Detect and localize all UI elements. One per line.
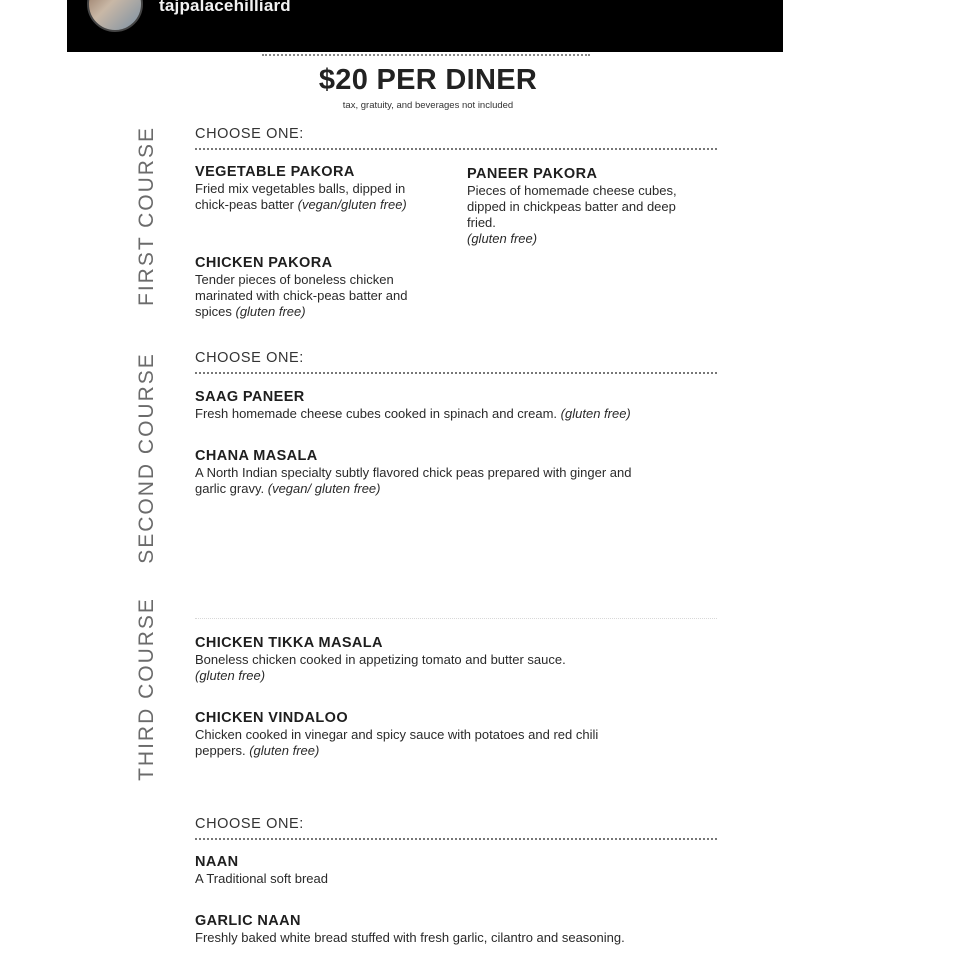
first-course-divider <box>195 148 717 150</box>
first-course-label: FIRST COURSE <box>135 126 158 306</box>
price-fine-print: tax, gratuity, and beverages not included <box>342 100 514 111</box>
menu-item-description: A Traditional soft bread <box>195 871 328 886</box>
menu-item-naan <box>195 853 595 887</box>
menu-item-description: A North Indian specialty subtly flavored chick peas prepared with ginger and garlic gravy. (vegan/ gluten free) <box>195 465 632 496</box>
diet-note: (gluten free) <box>467 231 538 246</box>
menu-item-description: Fried mix vegetables balls, dipped in chick-peas batter (vegan/gluten free) <box>195 181 407 212</box>
post-header-bar <box>67 0 783 52</box>
menu-item-garlic-naan <box>195 912 735 946</box>
third-course-divider <box>195 618 717 619</box>
menu-item-name: PANEER PAKORA <box>467 166 598 182</box>
menu-item-chicken-vindaloo <box>195 709 625 759</box>
bread-divider <box>195 838 717 840</box>
menu-item-chicken-tikka-masala <box>195 634 645 684</box>
diet-note: (gluten free) <box>249 743 320 758</box>
menu-item-name: CHICKEN TIKKA MASALA <box>195 635 383 651</box>
menu-item-chana-masala <box>195 447 645 497</box>
diet-note: (vegan/gluten free) <box>297 197 407 212</box>
bread-choose-heading: CHOOSE ONE: <box>195 816 304 832</box>
account-username[interactable]: tajpalacehilliard <box>159 0 291 15</box>
menu-item-name: CHICKEN VINDALOO <box>195 710 349 726</box>
menu-item-name: VEGETABLE PAKORA <box>195 164 355 180</box>
menu-item-name: GARLIC NAAN <box>195 913 301 929</box>
diet-note: (gluten free) <box>235 304 306 319</box>
diet-note: (gluten free) <box>560 406 631 421</box>
menu-item-name: NAAN <box>195 854 239 870</box>
menu-item-description: Freshly baked white bread stuffed with fresh garlic, cilantro and seasoning. <box>195 930 625 945</box>
menu-item-paneer-pakora <box>467 165 707 247</box>
menu-item-saag-paneer <box>195 388 725 422</box>
second-course-divider <box>195 372 717 374</box>
menu-item-chicken-pakora <box>195 254 435 320</box>
menu-item-name: CHICKEN PAKORA <box>195 255 333 271</box>
price-title: $20 PER DINER <box>318 64 538 96</box>
menu-item-name: SAAG PANEER <box>195 389 305 405</box>
menu-item-description: Pieces of homemade cheese cubes, dipped in chickpeas batter and deep fried. (gluten free) <box>467 183 677 246</box>
menu-item-description: Chicken cooked in vinegar and spicy sauce with potatoes and red chili peppers. (gluten free) <box>195 727 599 758</box>
diet-note: (gluten free) <box>195 668 266 683</box>
menu-item-name: CHANA MASALA <box>195 448 318 464</box>
second-course-choose-heading: CHOOSE ONE: <box>195 350 304 366</box>
menu-item-description: Boneless chicken cooked in appetizing tomato and butter sauce. (gluten free) <box>195 652 566 683</box>
second-course-label: SECOND COURSE <box>135 352 158 564</box>
top-divider <box>262 54 590 56</box>
menu-item-vegetable-pakora <box>195 163 435 213</box>
menu-item-description: Fresh homemade cheese cubes cooked in spinach and cream. (gluten free) <box>195 406 631 421</box>
first-course-choose-heading: CHOOSE ONE: <box>195 126 304 142</box>
diet-note: (vegan/ gluten free) <box>267 481 381 496</box>
third-course-label: THIRD COURSE <box>135 597 158 781</box>
menu-item-description: Tender pieces of boneless chicken marinated with chick-peas batter and spices (gluten free) <box>195 272 408 319</box>
restaurant-avatar-icon[interactable] <box>87 0 143 32</box>
